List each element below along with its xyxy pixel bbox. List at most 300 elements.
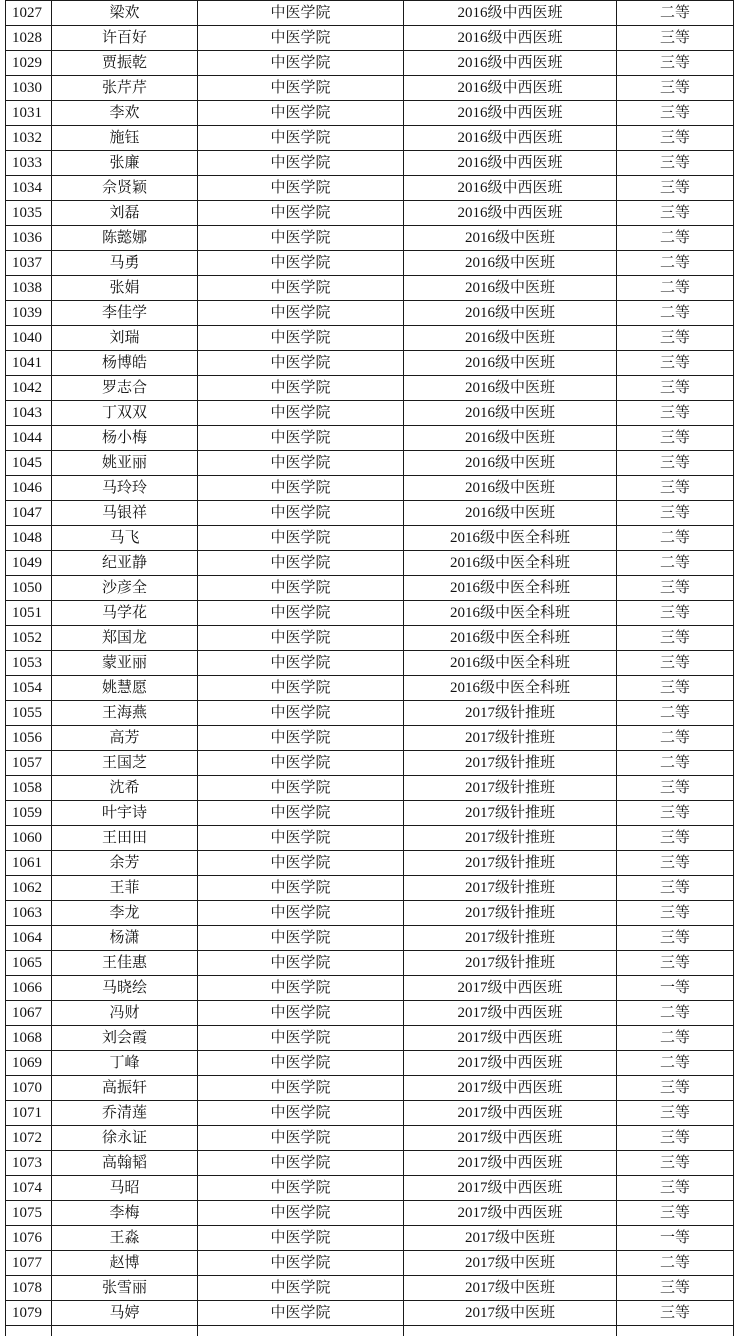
table-row bbox=[6, 726, 734, 751]
class-cell: 2017级中西医班 bbox=[404, 1026, 617, 1051]
student-name-cell: 杨博皓 bbox=[52, 351, 198, 376]
college-cell: 中医学院 bbox=[198, 1076, 404, 1101]
table-row bbox=[6, 576, 734, 601]
award-level-cell: 二等 bbox=[617, 551, 734, 576]
class-cell: 2017级中西医班 bbox=[404, 1151, 617, 1176]
award-level-cell: 二等 bbox=[617, 226, 734, 251]
class-cell: 2017级针推班 bbox=[404, 751, 617, 776]
award-level-cell: 一等 bbox=[617, 1226, 734, 1251]
award-level-cell: 三等 bbox=[617, 1126, 734, 1151]
award-level-cell: 二等 bbox=[617, 1001, 734, 1026]
student-id-cell: 1077 bbox=[6, 1251, 52, 1276]
table-row bbox=[6, 401, 734, 426]
college-cell: 中医学院 bbox=[198, 801, 404, 826]
table-row bbox=[6, 1201, 734, 1226]
college-cell: 中医学院 bbox=[198, 701, 404, 726]
award-level-cell: 二等 bbox=[617, 1051, 734, 1076]
award-level-cell: 三等 bbox=[617, 676, 734, 701]
student-name-cell: 王海燕 bbox=[52, 701, 198, 726]
table-row bbox=[6, 176, 734, 201]
student-id-cell: 1055 bbox=[6, 701, 52, 726]
table-row bbox=[6, 451, 734, 476]
student-id-cell: 1066 bbox=[6, 976, 52, 1001]
table-row bbox=[6, 626, 734, 651]
empty-cell bbox=[52, 1326, 198, 1336]
table-row bbox=[6, 1301, 734, 1326]
table-row bbox=[6, 276, 734, 301]
student-name-cell: 姚慧愿 bbox=[52, 676, 198, 701]
table-row bbox=[6, 76, 734, 101]
college-cell: 中医学院 bbox=[198, 451, 404, 476]
award-level-cell: 三等 bbox=[617, 801, 734, 826]
award-level-cell: 三等 bbox=[617, 326, 734, 351]
student-name-cell: 梁欢 bbox=[52, 1, 198, 26]
student-id-cell: 1050 bbox=[6, 576, 52, 601]
class-cell: 2016级中医班 bbox=[404, 326, 617, 351]
award-level-cell: 三等 bbox=[617, 151, 734, 176]
award-level-cell: 二等 bbox=[617, 276, 734, 301]
student-id-cell: 1064 bbox=[6, 926, 52, 951]
class-cell: 2016级中医全科班 bbox=[404, 651, 617, 676]
class-cell: 2016级中医全科班 bbox=[404, 626, 617, 651]
class-cell: 2017级中医班 bbox=[404, 1301, 617, 1326]
college-cell: 中医学院 bbox=[198, 1126, 404, 1151]
table-row bbox=[6, 501, 734, 526]
class-cell: 2016级中医班 bbox=[404, 476, 617, 501]
scholarship-table bbox=[5, 0, 734, 1336]
student-id-cell: 1042 bbox=[6, 376, 52, 401]
table-row bbox=[6, 826, 734, 851]
college-cell: 中医学院 bbox=[198, 551, 404, 576]
student-id-cell: 1073 bbox=[6, 1151, 52, 1176]
class-cell: 2017级中医班 bbox=[404, 1276, 617, 1301]
award-level-cell: 三等 bbox=[617, 651, 734, 676]
student-name-cell: 佘贤颖 bbox=[52, 176, 198, 201]
class-cell: 2017级中西医班 bbox=[404, 1126, 617, 1151]
table-row bbox=[6, 601, 734, 626]
college-cell: 中医学院 bbox=[198, 301, 404, 326]
table-row bbox=[6, 676, 734, 701]
award-level-cell: 三等 bbox=[617, 1176, 734, 1201]
award-level-cell: 三等 bbox=[617, 951, 734, 976]
student-name-cell: 沈希 bbox=[52, 776, 198, 801]
college-cell: 中医学院 bbox=[198, 376, 404, 401]
award-level-cell: 三等 bbox=[617, 576, 734, 601]
college-cell: 中医学院 bbox=[198, 476, 404, 501]
table-row bbox=[6, 851, 734, 876]
award-level-cell: 三等 bbox=[617, 176, 734, 201]
class-cell: 2017级针推班 bbox=[404, 876, 617, 901]
student-id-cell: 1072 bbox=[6, 1126, 52, 1151]
college-cell: 中医学院 bbox=[198, 101, 404, 126]
table-row bbox=[6, 301, 734, 326]
class-cell: 2016级中西医班 bbox=[404, 176, 617, 201]
award-level-cell: 三等 bbox=[617, 1151, 734, 1176]
table-row bbox=[6, 901, 734, 926]
table-row bbox=[6, 976, 734, 1001]
college-cell: 中医学院 bbox=[198, 726, 404, 751]
class-cell: 2017级针推班 bbox=[404, 826, 617, 851]
student-name-cell: 蒙亚丽 bbox=[52, 651, 198, 676]
class-cell: 2016级中医班 bbox=[404, 376, 617, 401]
student-name-cell: 王国芝 bbox=[52, 751, 198, 776]
table-row bbox=[6, 426, 734, 451]
table-row bbox=[6, 801, 734, 826]
table-row bbox=[6, 351, 734, 376]
student-id-cell: 1032 bbox=[6, 126, 52, 151]
award-level-cell: 三等 bbox=[617, 601, 734, 626]
table-row bbox=[6, 1176, 734, 1201]
student-id-cell: 1051 bbox=[6, 601, 52, 626]
student-name-cell: 许百好 bbox=[52, 26, 198, 51]
college-cell: 中医学院 bbox=[198, 1101, 404, 1126]
student-name-cell: 杨潇 bbox=[52, 926, 198, 951]
award-level-cell: 二等 bbox=[617, 1026, 734, 1051]
class-cell: 2016级中西医班 bbox=[404, 76, 617, 101]
student-name-cell: 丁双双 bbox=[52, 401, 198, 426]
student-name-cell: 高芳 bbox=[52, 726, 198, 751]
table-row bbox=[6, 876, 734, 901]
college-cell: 中医学院 bbox=[198, 926, 404, 951]
student-id-cell: 1060 bbox=[6, 826, 52, 851]
award-level-cell: 三等 bbox=[617, 876, 734, 901]
student-name-cell: 贾振乾 bbox=[52, 51, 198, 76]
student-id-cell: 1036 bbox=[6, 226, 52, 251]
college-cell: 中医学院 bbox=[198, 676, 404, 701]
student-name-cell: 刘瑞 bbox=[52, 326, 198, 351]
document-page bbox=[5, 0, 733, 1336]
table-row bbox=[6, 1051, 734, 1076]
college-cell: 中医学院 bbox=[198, 1026, 404, 1051]
table-row bbox=[6, 326, 734, 351]
student-id-cell: 1057 bbox=[6, 751, 52, 776]
college-cell: 中医学院 bbox=[198, 1301, 404, 1326]
student-id-cell: 1058 bbox=[6, 776, 52, 801]
student-id-cell: 1059 bbox=[6, 801, 52, 826]
class-cell: 2017级针推班 bbox=[404, 801, 617, 826]
college-cell: 中医学院 bbox=[198, 576, 404, 601]
student-name-cell: 马昭 bbox=[52, 1176, 198, 1201]
student-id-cell: 1068 bbox=[6, 1026, 52, 1051]
table-row bbox=[6, 701, 734, 726]
award-level-cell: 二等 bbox=[617, 1251, 734, 1276]
award-level-cell: 三等 bbox=[617, 26, 734, 51]
empty-cell bbox=[6, 1326, 52, 1336]
award-level-cell: 三等 bbox=[617, 826, 734, 851]
award-level-cell: 三等 bbox=[617, 851, 734, 876]
college-cell: 中医学院 bbox=[198, 526, 404, 551]
college-cell: 中医学院 bbox=[198, 1176, 404, 1201]
student-id-cell: 1076 bbox=[6, 1226, 52, 1251]
college-cell: 中医学院 bbox=[198, 151, 404, 176]
award-level-cell: 三等 bbox=[617, 401, 734, 426]
student-name-cell: 姚亚丽 bbox=[52, 451, 198, 476]
table-row bbox=[6, 651, 734, 676]
class-cell: 2017级针推班 bbox=[404, 901, 617, 926]
student-id-cell: 1045 bbox=[6, 451, 52, 476]
student-id-cell: 1061 bbox=[6, 851, 52, 876]
student-name-cell: 张芹芹 bbox=[52, 76, 198, 101]
college-cell: 中医学院 bbox=[198, 126, 404, 151]
table-row bbox=[6, 476, 734, 501]
empty-cell bbox=[404, 1326, 617, 1336]
student-id-cell: 1052 bbox=[6, 626, 52, 651]
college-cell: 中医学院 bbox=[198, 601, 404, 626]
college-cell: 中医学院 bbox=[198, 626, 404, 651]
college-cell: 中医学院 bbox=[198, 901, 404, 926]
student-name-cell: 张雪丽 bbox=[52, 1276, 198, 1301]
class-cell: 2016级中西医班 bbox=[404, 26, 617, 51]
award-level-cell: 三等 bbox=[617, 201, 734, 226]
college-cell: 中医学院 bbox=[198, 1001, 404, 1026]
award-level-cell: 三等 bbox=[617, 451, 734, 476]
student-name-cell: 马婷 bbox=[52, 1301, 198, 1326]
student-name-cell: 王淼 bbox=[52, 1226, 198, 1251]
class-cell: 2017级针推班 bbox=[404, 851, 617, 876]
student-name-cell: 刘会霞 bbox=[52, 1026, 198, 1051]
student-name-cell: 徐永证 bbox=[52, 1126, 198, 1151]
college-cell: 中医学院 bbox=[198, 1251, 404, 1276]
table-row bbox=[6, 201, 734, 226]
class-cell: 2017级针推班 bbox=[404, 776, 617, 801]
student-id-cell: 1079 bbox=[6, 1301, 52, 1326]
college-cell: 中医学院 bbox=[198, 1201, 404, 1226]
table-row bbox=[6, 226, 734, 251]
class-cell: 2016级中医班 bbox=[404, 251, 617, 276]
student-id-cell: 1047 bbox=[6, 501, 52, 526]
student-name-cell: 马银祥 bbox=[52, 501, 198, 526]
college-cell: 中医学院 bbox=[198, 51, 404, 76]
college-cell: 中医学院 bbox=[198, 1276, 404, 1301]
award-level-cell: 二等 bbox=[617, 526, 734, 551]
college-cell: 中医学院 bbox=[198, 776, 404, 801]
college-cell: 中医学院 bbox=[198, 501, 404, 526]
student-name-cell: 马勇 bbox=[52, 251, 198, 276]
table-row bbox=[6, 126, 734, 151]
class-cell: 2016级中医班 bbox=[404, 276, 617, 301]
student-id-cell: 1048 bbox=[6, 526, 52, 551]
class-cell: 2017级中西医班 bbox=[404, 1101, 617, 1126]
student-name-cell: 刘磊 bbox=[52, 201, 198, 226]
student-name-cell: 高振轩 bbox=[52, 1076, 198, 1101]
student-id-cell: 1063 bbox=[6, 901, 52, 926]
table-row bbox=[6, 376, 734, 401]
student-name-cell: 余芳 bbox=[52, 851, 198, 876]
class-cell: 2016级中医全科班 bbox=[404, 526, 617, 551]
college-cell: 中医学院 bbox=[198, 401, 404, 426]
college-cell: 中医学院 bbox=[198, 951, 404, 976]
class-cell: 2016级中医班 bbox=[404, 426, 617, 451]
table-row bbox=[6, 751, 734, 776]
student-id-cell: 1062 bbox=[6, 876, 52, 901]
college-cell: 中医学院 bbox=[198, 1051, 404, 1076]
college-cell: 中医学院 bbox=[198, 751, 404, 776]
award-level-cell: 三等 bbox=[617, 376, 734, 401]
award-level-cell: 二等 bbox=[617, 301, 734, 326]
student-id-cell: 1039 bbox=[6, 301, 52, 326]
college-cell: 中医学院 bbox=[198, 251, 404, 276]
college-cell: 中医学院 bbox=[198, 1151, 404, 1176]
student-name-cell: 马飞 bbox=[52, 526, 198, 551]
class-cell: 2017级针推班 bbox=[404, 701, 617, 726]
student-name-cell: 李欢 bbox=[52, 101, 198, 126]
award-level-cell: 三等 bbox=[617, 1301, 734, 1326]
award-level-cell: 二等 bbox=[617, 751, 734, 776]
student-name-cell: 丁峰 bbox=[52, 1051, 198, 1076]
student-name-cell: 张娟 bbox=[52, 276, 198, 301]
college-cell: 中医学院 bbox=[198, 226, 404, 251]
table-row bbox=[6, 1026, 734, 1051]
class-cell: 2016级中医全科班 bbox=[404, 601, 617, 626]
table-row bbox=[6, 1276, 734, 1301]
table-row bbox=[6, 526, 734, 551]
table-row bbox=[6, 251, 734, 276]
table-row bbox=[6, 1076, 734, 1101]
award-level-cell: 二等 bbox=[617, 701, 734, 726]
student-name-cell: 施钰 bbox=[52, 126, 198, 151]
student-id-cell: 1034 bbox=[6, 176, 52, 201]
table-row bbox=[6, 1126, 734, 1151]
award-level-cell: 三等 bbox=[617, 501, 734, 526]
award-level-cell: 三等 bbox=[617, 1201, 734, 1226]
student-name-cell: 马学花 bbox=[52, 601, 198, 626]
college-cell: 中医学院 bbox=[198, 1, 404, 26]
student-name-cell: 杨小梅 bbox=[52, 426, 198, 451]
student-id-cell: 1044 bbox=[6, 426, 52, 451]
class-cell: 2016级中西医班 bbox=[404, 1, 617, 26]
student-id-cell: 1041 bbox=[6, 351, 52, 376]
student-name-cell: 乔清莲 bbox=[52, 1101, 198, 1126]
college-cell: 中医学院 bbox=[198, 76, 404, 101]
class-cell: 2017级中西医班 bbox=[404, 1176, 617, 1201]
award-level-cell: 三等 bbox=[617, 1101, 734, 1126]
student-id-cell: 1038 bbox=[6, 276, 52, 301]
class-cell: 2016级中医班 bbox=[404, 226, 617, 251]
award-level-cell: 三等 bbox=[617, 101, 734, 126]
college-cell: 中医学院 bbox=[198, 1226, 404, 1251]
student-name-cell: 张廉 bbox=[52, 151, 198, 176]
student-name-cell: 纪亚静 bbox=[52, 551, 198, 576]
student-id-cell: 1071 bbox=[6, 1101, 52, 1126]
student-id-cell: 1078 bbox=[6, 1276, 52, 1301]
class-cell: 2016级中医全科班 bbox=[404, 551, 617, 576]
college-cell: 中医学院 bbox=[198, 826, 404, 851]
empty-cell bbox=[198, 1326, 404, 1336]
class-cell: 2017级针推班 bbox=[404, 951, 617, 976]
class-cell: 2016级中医班 bbox=[404, 301, 617, 326]
student-id-cell: 1029 bbox=[6, 51, 52, 76]
table-row bbox=[6, 551, 734, 576]
award-level-cell: 二等 bbox=[617, 251, 734, 276]
award-level-cell: 三等 bbox=[617, 476, 734, 501]
table-row bbox=[6, 951, 734, 976]
table-row bbox=[6, 51, 734, 76]
table-row bbox=[6, 926, 734, 951]
student-id-cell: 1043 bbox=[6, 401, 52, 426]
student-id-cell: 1053 bbox=[6, 651, 52, 676]
student-name-cell: 叶宇诗 bbox=[52, 801, 198, 826]
student-id-cell: 1035 bbox=[6, 201, 52, 226]
student-name-cell: 李梅 bbox=[52, 1201, 198, 1226]
class-cell: 2016级中西医班 bbox=[404, 151, 617, 176]
class-cell: 2017级中西医班 bbox=[404, 976, 617, 1001]
class-cell: 2016级中西医班 bbox=[404, 201, 617, 226]
student-id-cell: 1031 bbox=[6, 101, 52, 126]
student-name-cell: 李龙 bbox=[52, 901, 198, 926]
student-name-cell: 马玲玲 bbox=[52, 476, 198, 501]
class-cell: 2017级中西医班 bbox=[404, 1001, 617, 1026]
award-level-cell: 二等 bbox=[617, 726, 734, 751]
student-id-cell: 1040 bbox=[6, 326, 52, 351]
student-name-cell: 郑国龙 bbox=[52, 626, 198, 651]
class-cell: 2017级针推班 bbox=[404, 926, 617, 951]
student-id-cell: 1030 bbox=[6, 76, 52, 101]
college-cell: 中医学院 bbox=[198, 976, 404, 1001]
class-cell: 2016级中医班 bbox=[404, 351, 617, 376]
student-id-cell: 1069 bbox=[6, 1051, 52, 1076]
table-row bbox=[6, 776, 734, 801]
class-cell: 2016级中医班 bbox=[404, 451, 617, 476]
student-name-cell: 罗志合 bbox=[52, 376, 198, 401]
student-name-cell: 赵博 bbox=[52, 1251, 198, 1276]
table-row bbox=[6, 1, 734, 26]
college-cell: 中医学院 bbox=[198, 326, 404, 351]
class-cell: 2017级中西医班 bbox=[404, 1201, 617, 1226]
award-level-cell: 三等 bbox=[617, 351, 734, 376]
student-name-cell: 高翰韬 bbox=[52, 1151, 198, 1176]
student-id-cell: 1056 bbox=[6, 726, 52, 751]
class-cell: 2016级中医全科班 bbox=[404, 676, 617, 701]
table-row bbox=[6, 1226, 734, 1251]
award-level-cell: 三等 bbox=[617, 901, 734, 926]
table-row bbox=[6, 101, 734, 126]
student-id-cell: 1028 bbox=[6, 26, 52, 51]
class-cell: 2017级中西医班 bbox=[404, 1051, 617, 1076]
student-name-cell: 马晓绘 bbox=[52, 976, 198, 1001]
student-id-cell: 1075 bbox=[6, 1201, 52, 1226]
student-id-cell: 1054 bbox=[6, 676, 52, 701]
table-row bbox=[6, 26, 734, 51]
class-cell: 2017级中西医班 bbox=[404, 1076, 617, 1101]
college-cell: 中医学院 bbox=[198, 201, 404, 226]
college-cell: 中医学院 bbox=[198, 351, 404, 376]
class-cell: 2016级中西医班 bbox=[404, 126, 617, 151]
class-cell: 2017级中医班 bbox=[404, 1251, 617, 1276]
table-row bbox=[6, 151, 734, 176]
student-id-cell: 1033 bbox=[6, 151, 52, 176]
table-row bbox=[6, 1251, 734, 1276]
award-level-cell: 二等 bbox=[617, 1, 734, 26]
empty-cell bbox=[617, 1326, 734, 1336]
table-row-cutoff bbox=[6, 1326, 734, 1336]
student-name-cell: 王田田 bbox=[52, 826, 198, 851]
award-level-cell: 三等 bbox=[617, 626, 734, 651]
student-id-cell: 1070 bbox=[6, 1076, 52, 1101]
college-cell: 中医学院 bbox=[198, 426, 404, 451]
award-level-cell: 三等 bbox=[617, 76, 734, 101]
award-level-cell: 三等 bbox=[617, 1276, 734, 1301]
college-cell: 中医学院 bbox=[198, 176, 404, 201]
college-cell: 中医学院 bbox=[198, 876, 404, 901]
college-cell: 中医学院 bbox=[198, 276, 404, 301]
student-id-cell: 1065 bbox=[6, 951, 52, 976]
award-level-cell: 三等 bbox=[617, 51, 734, 76]
table-row bbox=[6, 1001, 734, 1026]
student-id-cell: 1027 bbox=[6, 1, 52, 26]
student-name-cell: 李佳学 bbox=[52, 301, 198, 326]
college-cell: 中医学院 bbox=[198, 851, 404, 876]
student-name-cell: 沙彦全 bbox=[52, 576, 198, 601]
